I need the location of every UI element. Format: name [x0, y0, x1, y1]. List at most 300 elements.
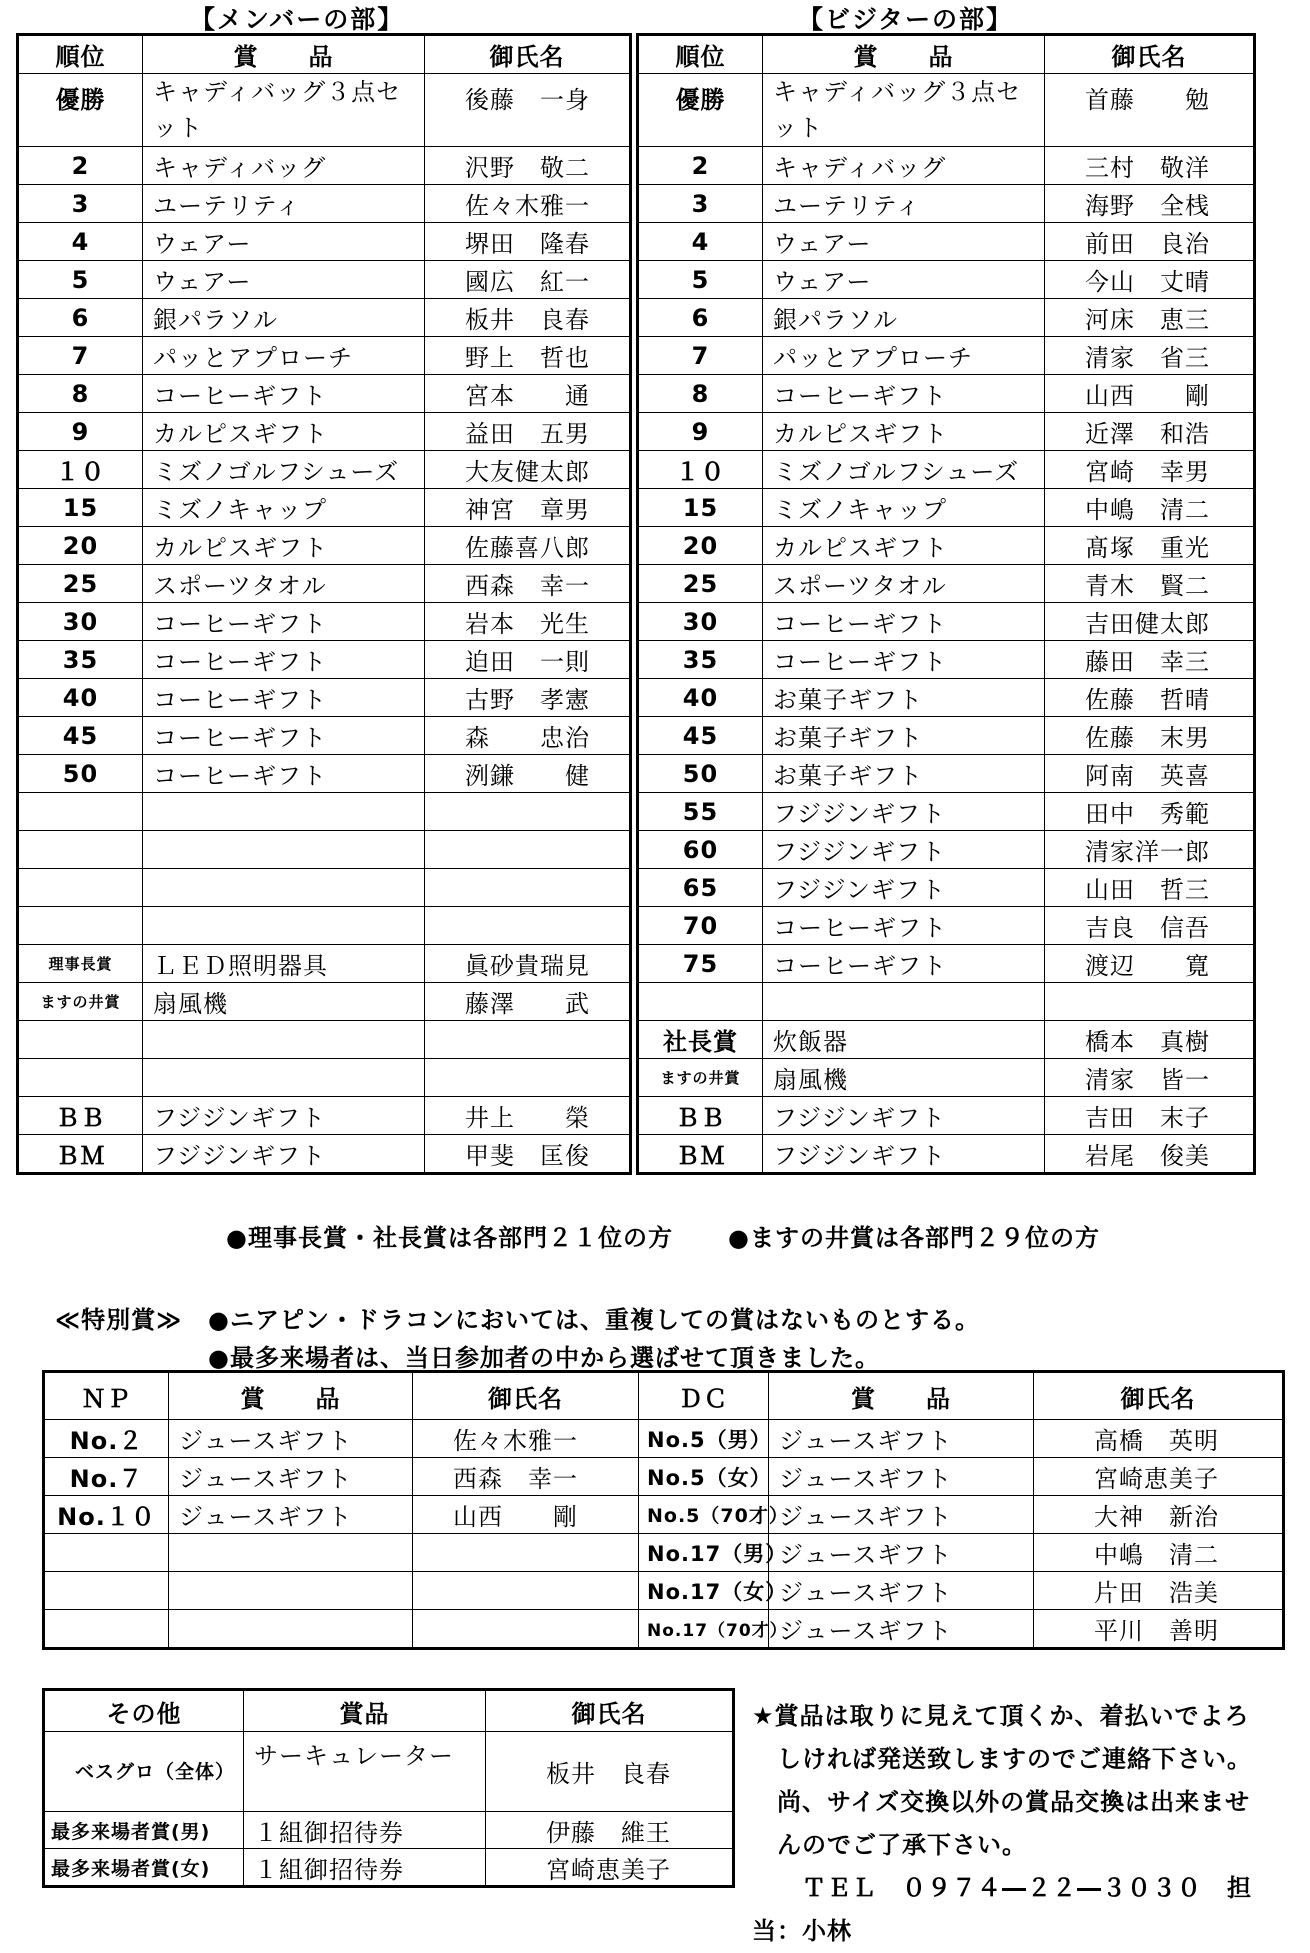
- name-cell: 青木 賢二: [1045, 565, 1255, 603]
- table-row: [638, 1059, 1255, 1097]
- other-label-cell: 最多来場者賞(女): [44, 1849, 244, 1887]
- table-row: [18, 489, 631, 527]
- table-header-row: [638, 35, 1255, 74]
- name-cell: 清家 省三: [1045, 337, 1255, 375]
- table-row: [638, 489, 1255, 527]
- table-row: [44, 1732, 734, 1812]
- name-cell: 板井 良春: [425, 299, 631, 337]
- table-row: [18, 869, 631, 907]
- rank-cell: 30: [18, 603, 143, 641]
- np-hole-cell: No.２: [44, 1420, 169, 1458]
- table-row: [44, 1496, 1284, 1534]
- dc-prize-cell: ジュースギフト: [769, 1534, 1034, 1572]
- prize-cell: [143, 793, 425, 831]
- prize-cell: キャディバッグ: [143, 147, 425, 185]
- name-cell: [425, 907, 631, 945]
- prize-cell: フジジンギフト: [763, 1135, 1045, 1174]
- name-cell: 佐藤 末男: [1045, 717, 1255, 755]
- special-award-note-1: ●ニアピン・ドラコンにおいては、重複しての賞はないものとする。: [208, 1306, 980, 1334]
- np-prize-cell: ジュースギフト: [169, 1420, 413, 1458]
- rank-cell: 20: [638, 527, 763, 565]
- name-cell: 近澤 和浩: [1045, 413, 1255, 451]
- table-row: [18, 527, 631, 565]
- rank-cell: ますの井賞: [638, 1059, 763, 1097]
- table-row: [18, 1097, 631, 1135]
- prize-cell: コーヒーギフト: [763, 603, 1045, 641]
- np-name-cell: [413, 1610, 639, 1649]
- note-chairman-award: ●理事長賞・社長賞は各部門２１位の方: [226, 1224, 673, 1252]
- rank-cell: 6: [638, 299, 763, 337]
- rank-cell: 8: [638, 375, 763, 413]
- name-cell: 中嶋 清二: [1045, 489, 1255, 527]
- table-row: [638, 375, 1255, 413]
- prize-cell: 扇風機: [143, 983, 425, 1021]
- rank-cell: 75: [638, 945, 763, 983]
- table-row: [638, 831, 1255, 869]
- prize-cell: コーヒーギフト: [143, 641, 425, 679]
- prize-cell: ユーテリティ: [143, 185, 425, 223]
- table-row: [638, 641, 1255, 679]
- prize-cell: パッとアプローチ: [143, 337, 425, 375]
- name-cell: 佐藤喜八郎: [425, 527, 631, 565]
- rank-cell: ＢＭ: [18, 1135, 143, 1174]
- prize-cell: [143, 1059, 425, 1097]
- np-prize-header: 賞 品: [169, 1372, 413, 1420]
- prize-cell: コーヒーギフト: [143, 679, 425, 717]
- table-row: [44, 1849, 734, 1887]
- name-cell: 宮崎 幸男: [1045, 451, 1255, 489]
- contact-info-line: んのでご了承下さい。: [752, 1831, 1027, 1859]
- prize-cell: ウェアー: [143, 223, 425, 261]
- prize-cell: コーヒーギフト: [763, 907, 1045, 945]
- contact-info-line: 尚、サイズ交換以外の賞品交換は出来ませ: [752, 1788, 1251, 1816]
- prize-cell: フジジンギフト: [763, 831, 1045, 869]
- table-row: [18, 755, 631, 793]
- rank-cell: 9: [638, 413, 763, 451]
- table-row: [638, 527, 1255, 565]
- name-cell: 今山 丈晴: [1045, 261, 1255, 299]
- name-cell: [1045, 983, 1255, 1021]
- table-row: [44, 1812, 734, 1849]
- prize-cell: 炊飯器: [763, 1021, 1045, 1059]
- np-prize-cell: [169, 1610, 413, 1649]
- np-prize-cell: [169, 1572, 413, 1610]
- name-cell: 野上 哲也: [425, 337, 631, 375]
- table-row: [18, 375, 631, 413]
- prize-cell: コーヒーギフト: [143, 375, 425, 413]
- rank-header: 順位: [638, 35, 763, 74]
- prize-cell: カルピスギフト: [143, 527, 425, 565]
- rank-cell: 50: [18, 755, 143, 793]
- name-cell: 渡辺 寛: [1045, 945, 1255, 983]
- table-row: [18, 945, 631, 983]
- prize-cell: カルピスギフト: [763, 413, 1045, 451]
- prize-cell: お菓子ギフト: [763, 755, 1045, 793]
- table-row: [18, 679, 631, 717]
- dc-prize-cell: ジュースギフト: [769, 1458, 1034, 1496]
- prize-cell: パッとアプローチ: [763, 337, 1045, 375]
- other-name-cell: 伊藤 維王: [486, 1812, 734, 1849]
- special-award-label: ≪特別賞≫: [55, 1306, 183, 1334]
- name-cell: 大友健太郎: [425, 451, 631, 489]
- prize-cell: カルピスギフト: [143, 413, 425, 451]
- rank-cell: 優勝: [18, 74, 143, 147]
- dc-prize-cell: ジュースギフト: [769, 1572, 1034, 1610]
- dc-name-cell: 中嶋 清二: [1034, 1534, 1284, 1572]
- rank-cell: １０: [638, 451, 763, 489]
- rank-cell: 優勝: [638, 74, 763, 147]
- rank-cell: 20: [18, 527, 143, 565]
- rank-cell: 35: [18, 641, 143, 679]
- rank-cell: 45: [638, 717, 763, 755]
- table-row: [18, 717, 631, 755]
- rank-cell: ＢＭ: [638, 1135, 763, 1174]
- prize-header: 賞 品: [763, 35, 1045, 74]
- table-row: [18, 831, 631, 869]
- rank-cell: 60: [638, 831, 763, 869]
- rank-cell: [18, 1021, 143, 1059]
- np-hole-cell: [44, 1572, 169, 1610]
- dc-hole-cell: No.17（女）: [639, 1572, 769, 1610]
- table-row: [638, 793, 1255, 831]
- prize-cell: フジジンギフト: [143, 1135, 425, 1174]
- other-prize-header: 賞品: [244, 1690, 486, 1732]
- name-cell: 橋本 真樹: [1045, 1021, 1255, 1059]
- prize-cell: コーヒーギフト: [143, 755, 425, 793]
- name-cell: 神宮 章男: [425, 489, 631, 527]
- rank-cell: [18, 831, 143, 869]
- name-cell: 阿南 英喜: [1045, 755, 1255, 793]
- dc-hole-cell: No.5（男）: [639, 1420, 769, 1458]
- rank-cell: 6: [18, 299, 143, 337]
- table-row: [18, 565, 631, 603]
- rank-cell: 70: [638, 907, 763, 945]
- prize-cell: [143, 907, 425, 945]
- name-cell: 佐藤 哲晴: [1045, 679, 1255, 717]
- name-header: 御氏名: [1045, 35, 1255, 74]
- np-hole-cell: [44, 1534, 169, 1572]
- prize-cell: コーヒーギフト: [763, 945, 1045, 983]
- other-prize-cell: １組御招待券: [244, 1849, 486, 1887]
- other-name-cell: 宮崎恵美子: [486, 1849, 734, 1887]
- contact-info: [752, 1695, 1282, 1953]
- table-row: [638, 261, 1255, 299]
- table-row: [18, 299, 631, 337]
- rank-cell: 55: [638, 793, 763, 831]
- dc-prize-cell: ジュースギフト: [769, 1610, 1034, 1649]
- rank-cell: 8: [18, 375, 143, 413]
- special-award-note-2: ●最多来場者は、当日参加者の中から選ばせて頂きました。: [208, 1344, 880, 1372]
- name-cell: 首藤 勉: [1045, 74, 1255, 147]
- rank-cell: 7: [18, 337, 143, 375]
- special-award-table: [42, 1370, 1285, 1650]
- table-row: [638, 679, 1255, 717]
- table-row: [18, 147, 631, 185]
- name-cell: 山西 剛: [1045, 375, 1255, 413]
- prize-cell: ミズノキャップ: [143, 489, 425, 527]
- name-cell: 藤田 幸三: [1045, 641, 1255, 679]
- name-cell: 吉良 信吾: [1045, 907, 1255, 945]
- table-row: [638, 299, 1255, 337]
- other-name-cell: 板井 良春: [486, 1732, 734, 1812]
- prize-cell: ウェアー: [763, 223, 1045, 261]
- prize-cell: 扇風機: [763, 1059, 1045, 1097]
- prize-cell: キャディバッグ: [763, 147, 1045, 185]
- rank-cell: [18, 907, 143, 945]
- name-cell: 岩尾 俊美: [1045, 1135, 1255, 1174]
- name-cell: 古野 孝憲: [425, 679, 631, 717]
- name-cell: [425, 869, 631, 907]
- name-cell: [425, 1059, 631, 1097]
- rank-cell: ますの井賞: [18, 983, 143, 1021]
- table-row: [638, 413, 1255, 451]
- table-row: [638, 337, 1255, 375]
- name-cell: 山田 哲三: [1045, 869, 1255, 907]
- table-row: [638, 907, 1255, 945]
- prize-cell: カルピスギフト: [763, 527, 1045, 565]
- name-cell: 清家洋一郎: [1045, 831, 1255, 869]
- table-header-row: [18, 35, 631, 74]
- prize-cell: ミズノゴルフシューズ: [143, 451, 425, 489]
- rank-cell: [18, 869, 143, 907]
- rank-cell: 2: [18, 147, 143, 185]
- name-cell: 河床 恵三: [1045, 299, 1255, 337]
- table-row: [44, 1534, 1284, 1572]
- prize-cell: ＬＥＤ照明器具: [143, 945, 425, 983]
- table-row: [638, 223, 1255, 261]
- dc-prize-header: 賞 品: [769, 1372, 1034, 1420]
- name-cell: 宮本 通: [425, 375, 631, 413]
- table-row: [44, 1572, 1284, 1610]
- prize-cell: ウェアー: [763, 261, 1045, 299]
- rank-cell: １０: [18, 451, 143, 489]
- table-row: [44, 1458, 1284, 1496]
- np-prize-cell: ジュースギフト: [169, 1496, 413, 1534]
- other-prize-cell: サーキュレーター: [244, 1732, 486, 1812]
- prize-cell: お菓子ギフト: [763, 679, 1045, 717]
- name-cell: 髙塚 重光: [1045, 527, 1255, 565]
- dc-name-cell: 大神 新治: [1034, 1496, 1284, 1534]
- table-row: [44, 1610, 1284, 1649]
- np-hole-cell: No.７: [44, 1458, 169, 1496]
- table-row: [18, 223, 631, 261]
- prize-cell: ミズノゴルフシューズ: [763, 451, 1045, 489]
- other-label-cell: ベスグロ（全体）: [44, 1732, 244, 1812]
- member-prize-table: [16, 33, 632, 1175]
- rank-header: 順位: [18, 35, 143, 74]
- name-cell: 藤澤 武: [425, 983, 631, 1021]
- table-row: [18, 603, 631, 641]
- table-row: [638, 1021, 1255, 1059]
- prize-cell: フジジンギフト: [763, 793, 1045, 831]
- np-prize-cell: ジュースギフト: [169, 1458, 413, 1496]
- dc-prize-cell: ジュースギフト: [769, 1496, 1034, 1534]
- prize-cell: スポーツタオル: [143, 565, 425, 603]
- name-cell: 海野 全桟: [1045, 185, 1255, 223]
- np-name-cell: [413, 1534, 639, 1572]
- rank-cell: 社長賞: [638, 1021, 763, 1059]
- table-row: [638, 717, 1255, 755]
- prize-cell: ミズノキャップ: [763, 489, 1045, 527]
- rank-cell: 9: [18, 413, 143, 451]
- table-row: [18, 337, 631, 375]
- rank-cell: 3: [638, 185, 763, 223]
- table-row: [18, 1021, 631, 1059]
- dc-hole-cell: No.17（70才）: [639, 1610, 769, 1649]
- prize-cell: コーヒーギフト: [763, 375, 1045, 413]
- prize-cell: フジジンギフト: [763, 869, 1045, 907]
- rank-cell: 35: [638, 641, 763, 679]
- dc-name-cell: 高橋 英明: [1034, 1420, 1284, 1458]
- rank-cell: ＢＢ: [18, 1097, 143, 1135]
- table-header-row: [44, 1372, 1284, 1420]
- table-row: [18, 907, 631, 945]
- rank-cell: 40: [18, 679, 143, 717]
- table-row: [638, 185, 1255, 223]
- other-prize-cell: １組御招待券: [244, 1812, 486, 1849]
- table-row: [638, 755, 1255, 793]
- name-cell: 森 忠治: [425, 717, 631, 755]
- np-name-cell: [413, 1572, 639, 1610]
- table-row: [638, 983, 1255, 1021]
- rank-cell: 4: [18, 223, 143, 261]
- name-cell: 田中 秀範: [1045, 793, 1255, 831]
- table-row: [18, 74, 631, 147]
- rank-cell: 15: [638, 489, 763, 527]
- name-cell: 洌鎌 健: [425, 755, 631, 793]
- table-row: [44, 1420, 1284, 1458]
- np-name-cell: 山西 剛: [413, 1496, 639, 1534]
- np-name-cell: 佐々木雅一: [413, 1420, 639, 1458]
- dc-hole-cell: No.17（男）: [639, 1534, 769, 1572]
- contact-info-line: ★賞品は取りに見えて頂くか、着払いでよろ: [752, 1702, 1250, 1730]
- prize-cell: コーヒーギフト: [143, 603, 425, 641]
- name-cell: 前田 良治: [1045, 223, 1255, 261]
- name-cell: 沢野 敬二: [425, 147, 631, 185]
- contact-info-line: ＴＥＬ ０９７４―２２―３０３０ 担: [752, 1874, 1252, 1902]
- name-cell: 甲斐 匡俊: [425, 1135, 631, 1174]
- prize-cell: [763, 983, 1045, 1021]
- note-masunoi-award: ●ますの井賞は各部門２９位の方: [728, 1224, 1100, 1252]
- table-row: [638, 451, 1255, 489]
- table-row: [18, 793, 631, 831]
- other-award-table: [42, 1688, 735, 1888]
- table-row: [18, 1135, 631, 1174]
- table-row: [18, 1059, 631, 1097]
- prize-cell: フジジンギフト: [763, 1097, 1045, 1135]
- visitor-section-title: 【ビジターの部】: [798, 5, 1014, 34]
- rank-cell: 7: [638, 337, 763, 375]
- prize-cell: ウェアー: [143, 261, 425, 299]
- table-row: [638, 565, 1255, 603]
- rank-cell: 15: [18, 489, 143, 527]
- prize-cell: お菓子ギフト: [763, 717, 1045, 755]
- rank-cell: 50: [638, 755, 763, 793]
- dc-prize-cell: ジュースギフト: [769, 1420, 1034, 1458]
- dc-name-header: 御氏名: [1034, 1372, 1284, 1420]
- member-section-title: 【メンバーの部】: [190, 5, 405, 34]
- table-row: [18, 983, 631, 1021]
- visitor-prize-table: [636, 33, 1256, 1175]
- name-cell: 迫田 一則: [425, 641, 631, 679]
- prize-cell: スポーツタオル: [763, 565, 1045, 603]
- dc-hole-cell: No.5（70才）: [639, 1496, 769, 1534]
- prize-cell: キャディバッグ３点セット: [143, 74, 425, 147]
- np-hole-cell: No.１０: [44, 1496, 169, 1534]
- table-header-row: [44, 1690, 734, 1732]
- name-cell: 益田 五男: [425, 413, 631, 451]
- other-header: その他: [44, 1690, 244, 1732]
- np-name-cell: 西森 幸一: [413, 1458, 639, 1496]
- rank-cell: 25: [638, 565, 763, 603]
- name-cell: 井上 榮: [425, 1097, 631, 1135]
- dc-header: ＤＣ: [639, 1372, 769, 1420]
- contact-info-line: しければ発送致しますのでご連絡下さい。: [752, 1745, 1252, 1773]
- dc-name-cell: 宮崎恵美子: [1034, 1458, 1284, 1496]
- contact-info-line: 当：小林: [752, 1917, 852, 1945]
- name-cell: [425, 1021, 631, 1059]
- table-row: [638, 603, 1255, 641]
- name-cell: 佐々木雅一: [425, 185, 631, 223]
- rank-cell: 5: [638, 261, 763, 299]
- table-row: [18, 413, 631, 451]
- prize-cell: ユーテリティ: [763, 185, 1045, 223]
- rank-cell: 理事長賞: [18, 945, 143, 983]
- rank-cell: [18, 1059, 143, 1097]
- name-cell: 吉田健太郎: [1045, 603, 1255, 641]
- dc-hole-cell: No.5（女）: [639, 1458, 769, 1496]
- table-row: [638, 1135, 1255, 1174]
- prize-cell: [143, 831, 425, 869]
- rank-cell: 2: [638, 147, 763, 185]
- np-prize-cell: [169, 1534, 413, 1572]
- prize-cell: 銀パラソル: [143, 299, 425, 337]
- name-cell: 岩本 光生: [425, 603, 631, 641]
- name-cell: 後藤 一身: [425, 74, 631, 147]
- name-cell: 西森 幸一: [425, 565, 631, 603]
- rank-cell: 3: [18, 185, 143, 223]
- name-cell: [425, 793, 631, 831]
- table-row: [638, 1097, 1255, 1135]
- rank-cell: 30: [638, 603, 763, 641]
- name-cell: 清家 皆一: [1045, 1059, 1255, 1097]
- rank-cell: 40: [638, 679, 763, 717]
- name-header: 御氏名: [425, 35, 631, 74]
- table-row: [18, 451, 631, 489]
- name-cell: 三村 敬洋: [1045, 147, 1255, 185]
- table-row: [18, 641, 631, 679]
- table-row: [18, 261, 631, 299]
- prize-cell: 銀パラソル: [763, 299, 1045, 337]
- prize-cell: [143, 869, 425, 907]
- dc-name-cell: 片田 浩美: [1034, 1572, 1284, 1610]
- prize-cell: コーヒーギフト: [143, 717, 425, 755]
- rank-cell: 5: [18, 261, 143, 299]
- np-hole-cell: [44, 1610, 169, 1649]
- name-cell: [425, 831, 631, 869]
- rank-cell: 4: [638, 223, 763, 261]
- table-row: [638, 147, 1255, 185]
- table-row: [638, 945, 1255, 983]
- other-name-header: 御氏名: [486, 1690, 734, 1732]
- rank-cell: 25: [18, 565, 143, 603]
- prize-cell: フジジンギフト: [143, 1097, 425, 1135]
- table-row: [638, 74, 1255, 147]
- table-row: [638, 869, 1255, 907]
- prize-cell: キャディバッグ３点セット: [763, 74, 1045, 147]
- dc-name-cell: 平川 善明: [1034, 1610, 1284, 1649]
- prize-header: 賞 品: [143, 35, 425, 74]
